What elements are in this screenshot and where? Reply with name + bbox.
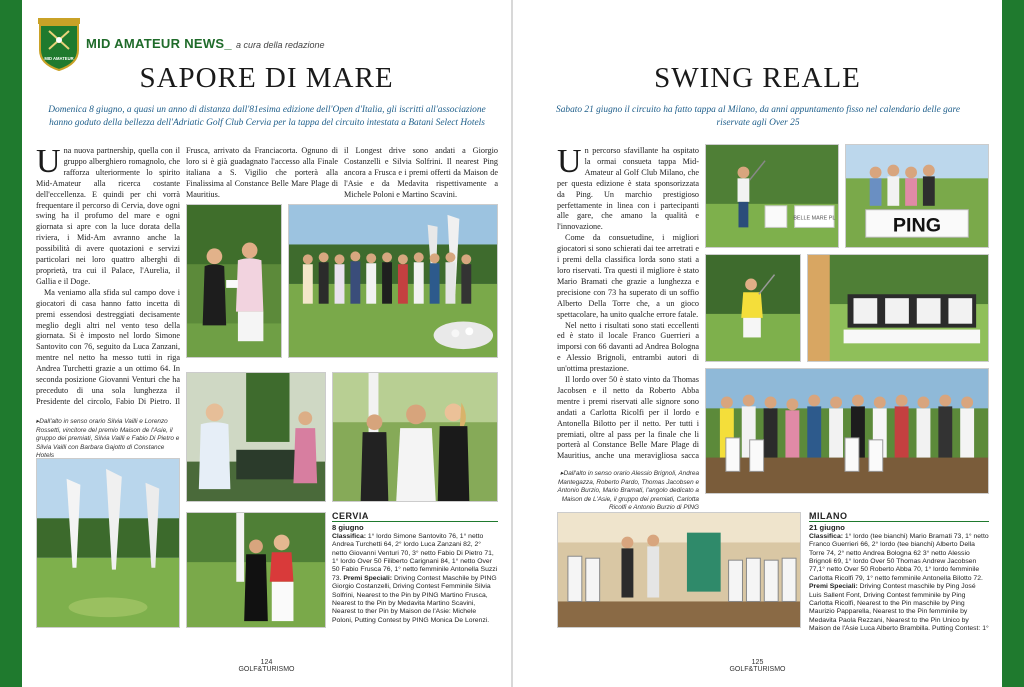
right-body-col1 <box>557 146 699 462</box>
left-body-col3 <box>344 146 498 198</box>
caption-arrow-icon: ▸ <box>36 418 40 425</box>
photo-indoor-bags <box>557 512 801 628</box>
left-col2-p1: Frusca, arrivato da Franciacorta. Ognuno di loro si è già guadagnato l'accesso alla Finale italiana a S. Vigilio che porterà alla Finalissima al Constance Belle Mare Plage di Mauritius. <box>186 146 338 198</box>
milano-results-date: 21 giugno <box>809 523 845 533</box>
photo-flags-course <box>36 458 180 628</box>
left-lead: Domenica 8 giugno, a quasi un anno di distanza dall'81esima edizione dell'Open d'Italia, gli iscritti all'associazione hanno goduto della bellezza dell'Adriatic Golf Club Cervia per la tappa del circuito intestata a Batani Select Hotels <box>48 105 486 128</box>
brand-title: MID AMATEUR NEWS_ <box>86 36 232 51</box>
left-body-col1 <box>36 146 180 408</box>
cervia-results-date: 8 giugno <box>332 523 364 533</box>
milano-classifica-label: Classifica: <box>809 532 844 540</box>
photo-golfer-swing <box>705 144 839 248</box>
photo-ping-group <box>845 144 989 248</box>
milano-results <box>809 512 989 632</box>
right-caption-text: Dall'alto in senso orario Alessio Brignoli, Andrea Mantegazza, Roberto Pardo, Thomas Jacobsen e Antonio Burzio, Mario Bramati, l'angolo dedicato a Maison de L'Asie, il gruppo dei premiati, Carlotta Ricolfi e Antonio Burzio di PING <box>557 470 699 512</box>
photo-maison-de-lasie-booth <box>186 372 326 502</box>
brand-header <box>86 36 325 51</box>
left-publication-name: GOLF&TURISMO <box>238 666 295 673</box>
milano-premi-label: Premi Speciali: <box>809 583 858 591</box>
left-page <box>22 0 511 687</box>
photo-milano-group <box>705 368 989 494</box>
photo-award-trio <box>332 372 498 502</box>
cervia-classifica-text: 1° lordo Simone Santovito 76, 1° netto Andrea Turchetti 64, 2° lordo Luca Zanzani 82, 2° netto Giovanni Venturi 70, 3° netto Fabio Di Pietro 71, 1° lordo Over 50 Filiberto Carignani 84, 1° netto Over 50 Fabio Frusca 76, 1° netto femminile Antonella Suzzi 73. <box>332 532 498 582</box>
svg-text:MID AMATEUR: MID AMATEUR <box>44 56 74 61</box>
cervia-results <box>332 512 498 630</box>
right-lead: Sabato 21 giugno il circuito ha fatto tappa al Milano, da anni appuntamento fisso nel calendario delle gare riservate agli Over 25 <box>556 105 960 128</box>
photo-couple-award <box>186 204 282 358</box>
sign-ping: PING <box>892 214 942 237</box>
sign-belle-mare: BELLE MARE PL <box>793 215 836 222</box>
left-col1-p1: na nuova partnership, quella con il gruppo alberghiero romagnolo, che rafforza ulteriormente lo spirito Mid-Amateur alla ricerca costante dell'eccellenza. E quindi per chi vorrà frequentare il percorso di Cervia, dove ogni swing ha il profumo del mare e ogni giornata si apre con la luce dorata della riviera, i Mid-Am avranno anche la possibilità di avere quotazioni e servizi particolari nei loro quattro alberghi di proprietà, tra cui il Palace, l'Aurelia, il Gallia e il Doge. <box>36 146 180 286</box>
left-photo-caption <box>36 418 180 461</box>
photo-group-cervia <box>288 204 498 358</box>
right-page <box>513 0 1002 687</box>
milano-classifica-text: 1° lordo (tee bianchi) Mario Bramati 73, 1° netto Franco Guerrieri 66, 2° lordo (tee bianchi) Alberto Della Torre 74, 2° netto Andrea Bologna 62 3° netto Alessio Brignoli 69, 1° lordo Over 50 Thomas Andrew Jacobsen 77,1° netto Over 50 Roberto Abba 70, 1° lordo femminile Carlotta Ricolfi 79, 1° netto femminile Antonella Bilotto 72. <box>809 532 989 582</box>
photo-maison-corner <box>807 254 989 362</box>
brand-tagline: a cura della redazione <box>235 40 325 50</box>
right-photo-caption <box>557 470 699 513</box>
caption-arrow-icon: ▸ <box>560 470 564 477</box>
right-publication-name: GOLF&TURISMO <box>729 666 786 673</box>
left-page-number: 124 <box>260 659 273 666</box>
right-col1-p4: Il lordo over 50 è stato vinto da Thomas Jacobsen e il netto da Roberto Abba mentre i premi riservati alle signore sono andati a Carlotta Ricolfi per il lordo e Antonella Bilotto per il netto. Per tutti i premiati, oltre al pass per la finale che li porterà al Constance Belle Mare Plage di Mauritius, anche una meravigliosa sacca <box>557 375 699 461</box>
right-folio <box>513 659 1002 673</box>
milano-premi-text: Driving Contest maschile by Ping José Luis Sallent Font, Driving Contest femminile by Ping Carlotta Ricolfi, Nearest to the Pin maschile by Ping Maurizio Papparella, Nearest to the Pin femminile by Medavita Paola Rezzani, Nearest to the Pin Unico by Maison de l'Asie Luca Alberto Brambilla. Putting Contest: 1° <box>809 583 989 632</box>
left-col1-p2: Ma veniamo alla sfida sul campo dove i giocatori di casa hanno fatto incetta di premi essendosi destreggiati decisamente meglio degli altri nel vento teso della giornata. Si è imposto nel lordo Simone Santovito con 76, seguito da Luca Zanzani, mentre nel netto ha messo tutti in riga Andrea Turchetti grazie a un ottimo 64. In seconda posizione Giovanni Venturi che ha preceduto di una sola lunghezza il Presidente del circolo, Fabio Di Pietro. Il <box>36 287 180 406</box>
cervia-premi-text: Driving Contest Maschile by PING Giorgio Costanzelli, Driving Contest Femminile Silvia Solfrini, Nearest to the Pin by PING Martino Frusca, Nearest to the Pin by Medavita Martino Scavini, Nearest to ther Pin by Maison de l'Asie: Michele Poloni, Putting Contest by PING Monica De Lorenzi. <box>332 574 497 624</box>
cervia-classifica-label: Classifica: <box>332 532 367 540</box>
left-folio <box>22 659 511 673</box>
cervia-premi-label: Premi Speciali: <box>341 574 393 582</box>
right-col1-p2: Come da consuetudine, i migliori giocatori si sono schierati dai tee arretrati e i premi della classifica lorda sono stati a loro riservati. Tra questi il migliore è stato Mario Bramati che grazie a lunghezza e precisione con 73 ha superato di un soffio Alberto Della Torre che, a un gioco spettacolare, ha unito qualche errore fatale. <box>557 233 699 319</box>
cervia-results-title: CERVIA <box>332 512 498 522</box>
left-body-col2 <box>186 146 338 198</box>
photo-woman-golfer <box>705 254 801 362</box>
photo-two-women <box>186 512 326 628</box>
right-headline: SWING REALE <box>654 62 861 94</box>
left-headline: SAPORE DI MARE <box>139 62 394 94</box>
right-page-number: 125 <box>751 659 764 666</box>
cervia-results-body <box>332 533 498 625</box>
right-col1-p3: Nel netto i risultati sono stati eccellenti ed è stato il locale Franco Guerrieri a imporsi con 66 davanti ad Andrea Bologna e Alessio Brignoli, entrambi autori di un'ottima prestazione. <box>557 320 699 374</box>
milano-results-body <box>809 533 989 632</box>
right-dropcap: U <box>557 146 582 180</box>
left-dropcap: U <box>36 146 61 180</box>
left-caption-text: Dall'alto in senso orario Silvia Vailli e Lorenzo Rossetti, vincitore del premio Maison de l'Asie, il gruppo dei premiati, Silvia Vailli e Fabio Di Pietro e Silvia Vailli con Barbara Gajotto di Constance Hotels <box>36 418 180 460</box>
right-col1-p1: n percorso sfavillante ha ospitato la ormai consueta tappa Mid-Amateur al Golf Club Milano, che per questa edizione è stata sponsorizzata da Ping. Un marchio prestigioso perfettamente in linea con i partecipanti alle gare, che amano la qualità e l'innovazione. <box>557 146 699 232</box>
left-col3-p1: il Longest drive sono andati a Giorgio Costanzelli e Silvia Solfrini. Il nearest Ping ancora a Frusca e i premi offerti da Maison de l'Asie e da Medavita rispettivamente a Michele Poloni e Martino Scavini. <box>344 146 498 198</box>
milano-results-title: MILANO <box>809 512 989 522</box>
